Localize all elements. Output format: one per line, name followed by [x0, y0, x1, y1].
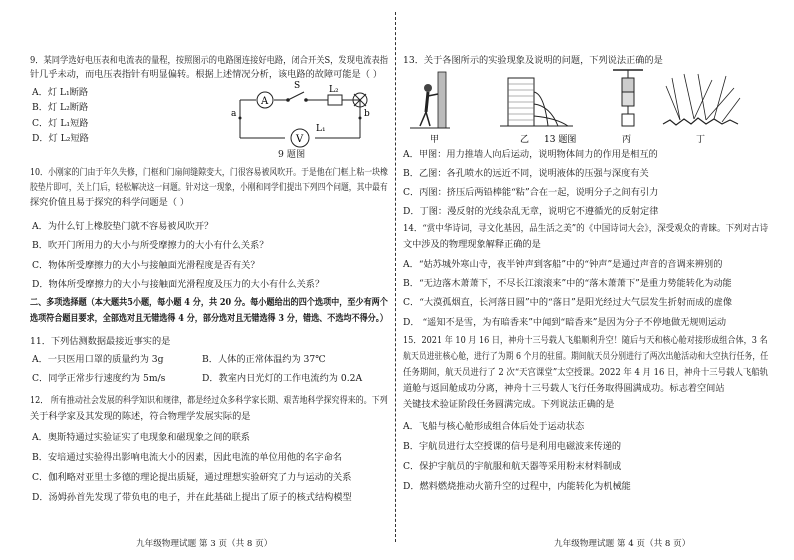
q9-stem-line-1: 9．某同学选好电压表和电流表的量程，按照图示的电路图连接好电路，闭合开关S，发现电流表指: [30, 55, 389, 66]
q9-option-c: C．灯 L₁短路: [32, 118, 89, 129]
q12-stem-line-2: 关于科学家及其发现的陈述，符合物理学发展实际的是: [30, 411, 251, 422]
q12-stem-line-1: 12． 所有推动社会发展的科学知识和规律，都是经过众多科学家长期、艰苦地科学探究得来的。下列: [30, 395, 388, 406]
node-a-label: a: [231, 109, 237, 119]
q10-option-a: A．为什么钉上橡胶垫门就不容易被风吹开？: [32, 221, 214, 232]
q15-option-b: B．宇航员进行太空授课的信号是利用电磁波来传递的: [403, 441, 622, 452]
right-page-footer: 九年级物理试题 第 4 页（共 8 页）: [554, 539, 691, 549]
lamp2-label: L₂: [329, 85, 339, 95]
q12-option-b: B．安培通过实验得出影响电流大小的因素，因此电流的单位用他的名字命名: [32, 452, 342, 463]
figure-yi-water-container: [500, 78, 573, 126]
q11-stem: 11．下列估测数据最接近事实的是: [30, 336, 171, 347]
q11-option-b: B．人体的正常体温约为 37℃: [202, 354, 326, 365]
q14-option-c: C．“大漠孤烟直，长河落日圆”中的“落日”是阳光经过大气层发生折射而成的虚像: [403, 297, 733, 308]
q15-stem-line-2: 航天员进驻核心舱，进行了为期 6 个月的驻留。期间航天员分别进行了两次出舱活动和大空执行任务，任: [403, 351, 769, 362]
q15-stem-line-1: 15．2021 年 10 月 16 日，神舟十三号载人飞船顺利升空！随后与天和核心舱对接形成组合体，3 名: [403, 335, 768, 346]
q13-figure: [408, 68, 748, 148]
figure-jia-person-wall: [410, 72, 450, 128]
figure-label-ding: 丁: [696, 135, 706, 145]
q9-option-d: D．灯 L₂短路: [32, 133, 89, 144]
lamp-l2-symbol: [328, 95, 342, 105]
q9-option-b: B．灯 L₂断路: [32, 102, 89, 113]
q13-figure-caption: 13 题图: [544, 135, 577, 145]
q10-option-c: C．物体所受摩擦力的大小与接触面光滑程度是否有关？: [32, 260, 260, 271]
q13-stem: 13．关于各图所示的实验现象及说明的问题，下列说法正确的是: [403, 55, 663, 66]
q10-stem-line-2: 胶垫片即可，关上门后，轻松解决这一问题。针对这一现象，小刚和同学们提出下列四个问题，其中最有: [30, 182, 388, 193]
q13-option-d: D．丁图：漫反射的光线杂乱无章，说明它不遵循光的反射定律: [403, 206, 659, 217]
q15-stem-line-3: 任务期间，航天员进行了 2 次“天宫课堂”太空授课。2022 年 4 月 16 日，神舟十三号载人飞船轨: [403, 367, 769, 378]
node-b-label: b: [364, 109, 370, 119]
left-page-footer: 九年级物理试题 第 3 页（共 8 页）: [136, 539, 273, 549]
q14-option-a: A．“姑苏城外寒山寺，夜半钟声到客船”中的“钟声”是通过声音的音调来辨别的: [403, 259, 723, 270]
q14-stem-line-1: 14．“赏中华诗词，寻文化基因，品生活之美”的《中国诗词大会》，深受观众的青睐。下列对古诗: [403, 223, 769, 234]
q13-option-c: C．丙图：挤压后两铅棒能“粘”合在一起，说明分子之间有引力: [403, 187, 659, 198]
figure-label-yi: 乙: [520, 135, 530, 145]
q14-option-d: D． “遥知不是雪，为有暗香来”中闻到“暗香来”是因为分子不停地做无规则运动: [403, 317, 727, 328]
q11-option-a: A．一只医用口罩的质量约为 3g: [32, 354, 164, 365]
q13-option-b: B．乙图：各孔喷水的远近不同，说明液体的压强与深度有关: [403, 168, 649, 179]
figure-bing-lead-cylinders: [613, 70, 643, 126]
right-page-column: [403, 0, 768, 560]
left-page-column: [30, 0, 388, 560]
figure-ding-diffuse-reflection: [663, 74, 740, 125]
figure-label-jia: 甲: [430, 135, 440, 145]
q13-option-a: A．甲图：用力推墙人向后运动，说明物体间力的作用是相互的: [403, 149, 658, 160]
q9-figure-caption: 9 题图: [278, 149, 306, 160]
voltmeter-label: V: [296, 134, 304, 145]
q14-stem-line-2: 文中涉及的物理现象解释正确的是: [403, 239, 541, 250]
q9-option-a: A．灯 L₁断路: [32, 87, 89, 98]
q12-option-d: D．汤姆孙首先发现了带负电的电子，并在此基础上提出了原子的核式结构模型: [32, 492, 352, 503]
q14-option-b: B．“无边落木萧萧下，不尽长江滚滚来”中的“落木萧萧下”是重力势能转化为动能: [403, 278, 732, 289]
q10-stem-line-3: 探究价值且易于探究的科学问题是（ ）: [30, 197, 190, 208]
q11-option-d: D．教室内日光灯的工作电流约为 0.2A: [202, 373, 363, 384]
q11-option-c: C．同学正常步行速度约为 5m/s: [32, 373, 166, 384]
ammeter-label: A: [261, 96, 269, 107]
q15-option-c: C．保护宇航员的宇航服和航天器等采用粉末材料制成: [403, 461, 622, 472]
section2-heading-line-2: 选项符合题目要求，全部选对且无错选得 4 分，部分选对且无错选得 3 分，错选、不选均不得分。）: [30, 313, 388, 324]
switch-label: S: [294, 81, 301, 91]
q15-option-d: D．燃料燃烧推动火箭升空的过程中，内能转化为机械能: [403, 481, 631, 492]
figure-label-bing: 丙: [622, 135, 632, 145]
q9-stem-line-2: 针几乎未动，而电压表指针有明显偏转。根据上述情况分析，该电路的故障可能是（ ）: [30, 69, 383, 80]
q12-option-c: C．伽利略对亚里士多德的理论提出质疑，通过理想实验研究了力与运动的关系: [32, 472, 352, 483]
q12-option-a: A．奥斯特通过实验证实了电现象和磁现象之间的联系: [32, 432, 250, 443]
q9-circuit-diagram: [230, 78, 380, 158]
q15-option-a: A．飞船与核心舱形成组合体后处于运动状态: [403, 421, 585, 432]
q10-option-b: B．吹开门所用力的大小与所受摩擦力的大小有什么关系？: [32, 240, 269, 251]
q15-stem-line-5: 关键技术验证阶段任务圆满完成。下列说法正确的是: [403, 399, 615, 410]
q10-stem-line-1: 10．小刚家的门由于年久失修，门框和门扇间缝隙变大，门很容易被风吹开。于是他在门框上粘一块橡: [30, 167, 388, 178]
q10-option-d: D．物体所受摩擦力的大小与接触面光滑程度及压力的大小有什么关系？: [32, 279, 325, 290]
lamp1-label: L₁: [316, 124, 326, 134]
q15-stem-line-4: 道舱与返回舱成功分离，神舟十三号载人飞行任务取得圆满成功。标志着空间站: [403, 383, 725, 394]
page-divider: [395, 12, 396, 542]
section2-heading-line-1: 二、多项选择题（本大题共5小题，每小题 4 分，共 20 分。每小题给出的四个选项中，至少有两个: [30, 297, 388, 308]
